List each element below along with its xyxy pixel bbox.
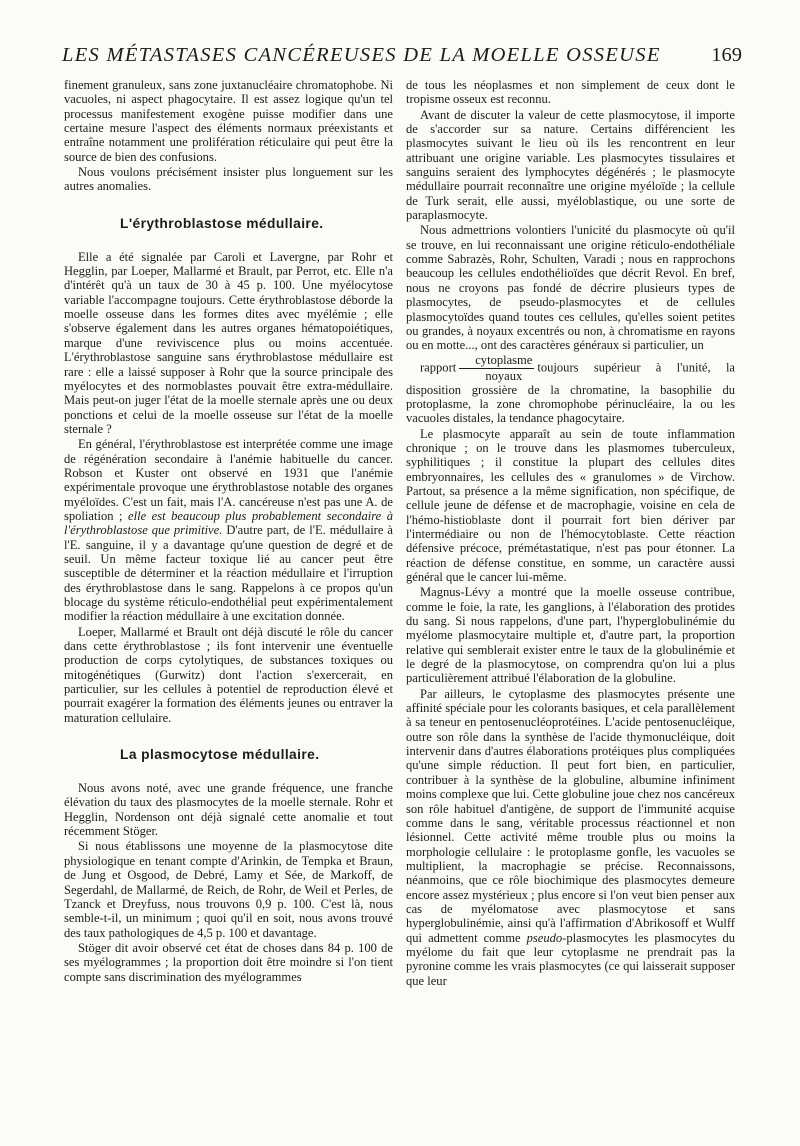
paragraph: Loeper, Mallarmé et Brault ont déjà discuté le rôle du cancer dans cette érythroblastose ; ils font intervenir une éventuelle production de corps cytolytiques, de substances toxiques ou mitogénétiques (Gurwitz) dont l'action s'exercerait, en particulier, sur les cellules à potentiel de reproduction élevé et pourrait exagérer la formation des éléments jeunes ou entraver la maturation cellulaire. [64, 624, 393, 725]
text-run: rapport [420, 359, 457, 374]
paragraph: Nous avons noté, avec une grande fréquence, une franche élévation du taux des plasmocytes de la moelle sternale. Rohr et Hegglin, Nordenson ont déjà signalé cette anomalie et tout récemment Stöger. [64, 781, 393, 839]
paragraph: Magnus-Lévy a montré que la moelle osseuse contribue, comme le foie, la rate, les ganglions, à l'élaboration des protides du sang. Si nous rappelons, d'une part, l'hyperglobulinémie du myélome plasmocytaire multiple et, d'autre part, la proportion relative qui semblerait exister entre le taux de la globulinémie et le degré de la plasmocytose, on comprendra qu'on lui a plus particulièrement attribué l'élaboration de la globuline. [406, 585, 735, 686]
text-run: Par ailleurs, le cytoplasme des plasmocytes présente une affinité spéciale pour les colorants basiques, et cela parallèlement à sa teneur en pentosenucléoprotéines. L'acide pentosenucléique, outre son rôle dans la synthèse de l'acide thymonucléique, doit intervenir dans d'autres élaborations protéiques plus compliquées qu'une simple réduction. Il peut fort bien, en particulier, contribuer à la synthèse de la globuline, albumine infiniment moins complexe que lui. Cette globuline joue chez nos cancéreux son rôle habituel d'antigène, de support de l'immunité acquise comme dans le sang, véritable processus réactionnel et non lésionnel. Cette activité même trouble plus ou moins la morphologie cellulaire : le protoplasme gonfle, les vacuoles se multiplient, la macrophagie se précise. Reconnaissons, néanmoins, que ce rôle biochimique des plasmocytes demeure encore assez mystérieux ; plus encore si l'on veut bien penser aux cas de myélomatose avec plasmocytose et sans hyperglobulinémie, ainsi qu'à l'affirmation d'Abrikosoff et Wulff qui admettent comme [406, 686, 735, 945]
paragraph: finement granuleux, sans zone juxtanucléaire chromatophobe. Ni vacuoles, ni aspect phagocytaire. Il est assez logique qu'un tel processus manifestement exogène puisse modifier dans une certaine mesure l'aspect des éléments normaux préexistants et entraîne notamment une prolifération réticulaire qui peut être la source de bien des confusions. [64, 78, 393, 164]
text-run: -plasmocytes les plasmocytes du myélome du fait que leur cytoplasme ne prendrait pas la pyronine comme les vrais plasmocytes (ce qui laisserait supposer que leur [406, 930, 736, 988]
paragraph: Stöger dit avoir observé cet état de choses dans 84 p. 100 de ses myélogrammes ; la proportion doit être moindre si l'on tient compte sans discrimination des myélogrammes [64, 940, 393, 984]
left-column [64, 78, 393, 984]
paragraph: Si nous établissons une moyenne de la plasmocytose dite physiologique en tenant compte d'Arinkin, de Tempka et Braun, de Jung et Osgood, de Debré, Lamy et Sée, de Markoff, de Segerdahl, de Mallarmé, de Reich, de Rohr, de Weil et Perles, de Tzanck et Dreyfuss, nous trouvons 0,9 p. 100. C'est là, nous semble-t-il, un minimum ; quoi qu'il en soit, nous avons trouvé des taux pathologiques de 4,5 p. 100 et davantage. [64, 839, 393, 940]
italic-text-run: pseudo [526, 930, 563, 945]
paragraph [406, 687, 735, 988]
running-header [62, 44, 742, 67]
fraction-numerator: cytoplasme [459, 354, 534, 369]
paragraph: Nous admettrions volontiers l'unicité du plasmocyte où qu'il se trouve, en lui reconnaissant une origine réticulo-endothéliale comme Sabrazès, Rohr, Schulten, Varadi ; nous en rapprochons beaucoup les cellules endothélioïdes que décrit Revol. En bref, nous ne croyons pas fondé de décrire plusieurs types de plasmocytes, de pseudo-plasmocytes et de cellules plasmocytoïdes quand toutes ces cellules, qu'elles soient petites ou grandes, à noyaux excentrés ou non, à chromatisme en rayons ou en motte..., ont des caractères généraux si particulier, un [406, 223, 735, 353]
paragraph: Elle a été signalée par Caroli et Lavergne, par Rohr et Hegglin, par Loeper, Mallarmé et Brault, par Perrot, etc. Elle n'a d'intérêt qu'à un taux de 30 à 45 p. 100. Une myélocytose variable l'accompagne toujours. Cette érythroblastose déborde la moelle osseuse dans les formes dites avec myélémie ; elle s'observe également dans les autres organes hématopoiétiques, marque d'une reviviscence plus ou moins accentuée. L'érythroblastose sanguine sans érythroblastose médullaire est rare : elle a laissé supposer à Rohr que la source principale des myélocytes et des normoblastes pouvait être extra-médullaire. Mais peut-on juger l'état de la moelle sternale après une ou deux ponctions et celui de la moelle osseuse sur l'état de la moelle sternale ? [64, 249, 393, 436]
right-column [406, 78, 735, 988]
paragraph [64, 437, 393, 623]
running-title: LES MÉTASTASES CANCÉREUSES DE LA MOELLE OSSEUSE [62, 44, 661, 66]
section-heading-erythroblastose: L'érythroblastose médullaire. [120, 215, 324, 231]
page-number: 169 [711, 44, 742, 66]
paragraph: Le plasmocyte apparaît au sein de toute inflammation chronique ; on le trouve dans les plasmomes tuberculeux, syphilitiques ; il constitue la plupart des cellules dites embryonnaires, les cellules des « granulomes » de Virchow. Partout, sa présence a la même signification, non spécifique, de cellule jeune de défense et de macrophagie, voisine en cela de l'hémo-histioblaste dont il pourrait fort bien dériver par l'intermédiaire ou non de l'hémocytoblaste. Cette réaction défensive précoce, prémétastatique, n'est pas pour étonner. La réaction de défense constitue, en somme, un caractère aussi général que le cancer lui-même. [406, 426, 735, 584]
text-run: En général, l'érythroblastose est interprétée comme une image de régénération secondaire à l'anémie habituelle du cancer. Robson et Kuster ont observé en 1931 que l'anémie expérimentale provoque une érythroblastose notable des organes myéloïdes. C'est un fait, mais l'A. cancéreuse n'est pas une A. de spoliation ; [64, 437, 393, 523]
fraction [459, 354, 534, 383]
text-run: D'autre part, de l'E. médullaire à l'E. sanguine, il y a davantage qu'une question de degré et de seuil. Un même facteur toxique lié au cancer peut être susceptible de déterminer et la réaction médullaire et l'irruption des érythroblastose dans le sang. Rappelons à ce propos qu'un blocage du système réticulo-endothélial peut expérimentalement modifier la réaction médullaire à une excitation donnée. [64, 523, 393, 624]
italic-text-run: elle est beaucoup plus probablement secondaire à l'érythroblastose que primitive. [64, 508, 394, 538]
paragraph-with-formula [406, 354, 735, 426]
paragraph: de tous les néoplasmes et non simplement de ceux dont le tropisme osseux est reconnu. [406, 78, 735, 107]
fraction-denominator: noyaux [485, 368, 523, 383]
paragraph: Nous voulons précisément insister plus longuement sur les autres anomalies. [64, 165, 393, 194]
section-heading-plasmocytose: La plasmocytose médullaire. [120, 747, 320, 763]
paragraph: Avant de discuter la valeur de cette plasmocytose, il importe de s'accorder sur sa nature. Certains différencient les plasmocytes suivant le lieu où ils les rencontrent en leur attribuant une origine variable. Les plasmocytes tissulaires et sanguins seraient des lymphocytes dégénérés ; le plasmocyte médullaire pourrait reconnaître une origine myéloïde ; la cellule de Turk serait, elle aussi, myéloblastique, ou une sorte de paraplasmocyte. [406, 107, 735, 223]
text-run: toujours supérieur à l'unité, la disposition grossière de la chromatine, la basophilie du protoplasme, la zone chromophobe périnucléaire, la ou les vacuoles distales, la tendance phagocytaire. [406, 359, 735, 426]
